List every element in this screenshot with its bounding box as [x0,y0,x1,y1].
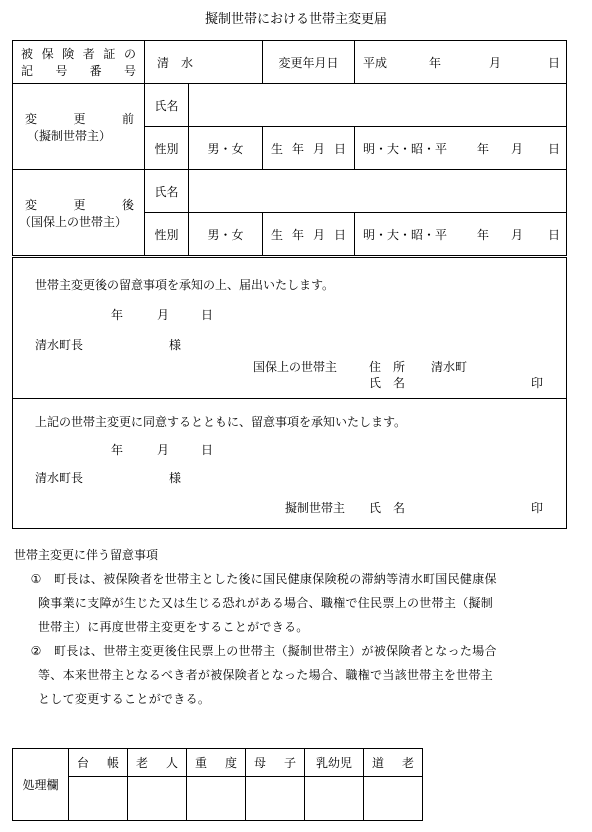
label-char: 重 [195,756,208,770]
label-char: 道 [372,756,385,770]
label-char: 人 [165,756,178,770]
label-char: 日 [333,141,346,156]
before-name-label: 氏名 [145,84,189,127]
after-birth-year: 年 [477,227,490,242]
processing-cell-rojin[interactable] [128,777,187,821]
before-birth-label [263,127,355,170]
before-birth-field[interactable] [355,127,567,170]
consent-sama: 様 [169,471,182,485]
processing-col-boshi [246,749,305,777]
after-sex-field[interactable]: 男・女 [189,213,263,256]
before-birth-day: 日 [548,141,561,156]
label-char: 号 [55,64,68,78]
declaration-addressee: 清水町長 [35,338,84,352]
before-birth-year: 年 [477,141,490,156]
after-birth-month: 月 [511,227,524,242]
label-char: 記 [21,64,34,78]
label-char: 度 [224,756,237,770]
change-date-label: 変更年月日 [263,41,355,84]
before-change-label [13,84,145,170]
processing-label: 処理欄 [13,749,69,821]
label-char: 号 [123,64,136,78]
before-birth-eras: 明・大・昭・平 [363,141,448,156]
change-date-day: 日 [548,55,561,70]
after-sub-label: （国保上の世帯主） [19,214,128,229]
label-char: の [123,47,136,61]
declaration-seal: 印 [531,376,544,390]
label-char: 更 [73,111,86,126]
processing-table [12,748,423,821]
consent-date-year: 年 [111,443,124,457]
processing-cell-boshi[interactable] [246,777,305,821]
note-line: 世帯主）に再度世帯主変更をすることができる。 [38,620,309,634]
insured-label-line2 [13,62,144,79]
declaration-date-year: 年 [111,308,124,322]
note-line: として変更することができる。 [38,692,211,706]
after-birth-eras: 明・大・昭・平 [363,227,448,242]
label-char: 者 [82,47,95,61]
before-sub-label: （擬制世帯主） [27,128,112,143]
insured-label-line1 [13,45,144,62]
processing-col-nyuyoji: 乳幼児 [305,749,364,777]
before-sex-label: 性別 [145,127,189,170]
after-name-field[interactable] [189,170,567,213]
label-char: 険 [62,47,75,61]
consent-statement: 上記の世帯主変更に同意するとともに、留意事項を承知いたします。 [35,415,407,429]
notes-section [14,543,590,711]
note-line: 険事業に支障が生じた又は生じる恐れがある場合、職権で住民票上の世帯主（擬制 [38,596,494,610]
consent-seal: 印 [531,501,544,515]
label-char: 生 [271,227,284,242]
after-birth-field[interactable] [355,213,567,256]
processing-cell-judo[interactable] [187,777,246,821]
note-item-2 [14,639,590,711]
declaration-address-value[interactable]: 清水町 [431,360,468,374]
label-char: 月 [312,227,325,242]
label-char: 変 [25,197,38,212]
before-sex-field[interactable]: 男・女 [189,127,263,170]
insured-value-text: 清 水 [157,55,194,70]
form-title: 擬制世帯における世帯主変更届 [204,12,387,27]
note-line: 町長は、世帯主変更後住民票上の世帯主（擬制世帯主）が被保険者となった場合 [54,644,497,658]
label-char: 被 [21,47,34,61]
label-char: 台 [77,756,90,770]
note-line: 町長は、被保険者を世帯主とした後に国民健康保険税の滞納等清水町国民健康保 [54,572,497,586]
consent-addressee: 清水町長 [35,471,84,485]
label-char: 後 [121,197,134,212]
note-number: ① [30,572,42,586]
householder-declaration-section [12,257,567,399]
before-label-line [13,110,144,127]
after-sex-label: 性別 [145,213,189,256]
after-label-line [13,196,144,213]
processing-col-doro [364,749,423,777]
consent-householder-label: 擬制世帯主 [285,501,346,515]
consent-name-label: 氏 名 [369,501,406,515]
consent-date-day: 日 [201,443,214,457]
before-birth-month: 月 [511,141,524,156]
label-char: 生 [271,141,284,156]
processing-col-daicho [69,749,128,777]
note-line: 等、本来世帯主となるべき者が被保険者となった場合、職権で当該世帯主を世帯主 [38,668,494,682]
note-number: ② [30,644,42,658]
declaration-date-month: 月 [157,308,170,322]
declaration-householder-label: 国保上の世帯主 [253,360,338,374]
change-date-year: 年 [429,55,442,70]
insured-card-label [13,41,145,84]
label-char: 老 [401,756,414,770]
label-char: 前 [121,111,134,126]
label-char: 母 [254,756,267,770]
processing-cell-daicho[interactable] [69,777,128,821]
label-char: 更 [73,197,86,212]
processing-cell-nyuyoji[interactable] [305,777,364,821]
after-birth-day: 日 [548,227,561,242]
after-change-label [13,170,145,256]
processing-cell-doro[interactable] [364,777,423,821]
declaration-sama: 様 [169,338,182,352]
label-char: 保 [41,47,54,61]
main-form-table [12,40,567,256]
declaration-address-label: 住 所 [369,360,406,374]
insured-card-value[interactable] [145,41,263,84]
declaration-date-day: 日 [201,308,214,322]
before-name-field[interactable] [189,84,567,127]
declaration-name-label: 氏 名 [369,376,406,390]
label-char: 変 [25,111,38,126]
label-char: 老 [136,756,149,770]
change-date-era: 平成 [363,55,388,70]
label-char: 証 [103,47,116,61]
change-date-field[interactable] [355,41,567,84]
label-char: 月 [312,141,325,156]
processing-col-judo [187,749,246,777]
label-char: 帳 [106,756,119,770]
after-birth-label [263,213,355,256]
label-char: 年 [292,141,305,156]
label-char: 番 [89,64,102,78]
note-item-1 [14,567,590,639]
label-char: 年 [292,227,305,242]
declaration-statement: 世帯主変更後の留意事項を承知の上、届出いたします。 [35,278,335,292]
after-name-label: 氏名 [145,170,189,213]
notes-heading: 世帯主変更に伴う留意事項 [14,548,159,562]
processing-col-rojin [128,749,187,777]
consent-date-month: 月 [157,443,170,457]
consent-section [12,397,567,529]
label-char: 子 [283,756,296,770]
label-char: 日 [333,227,346,242]
change-date-month: 月 [489,55,502,70]
